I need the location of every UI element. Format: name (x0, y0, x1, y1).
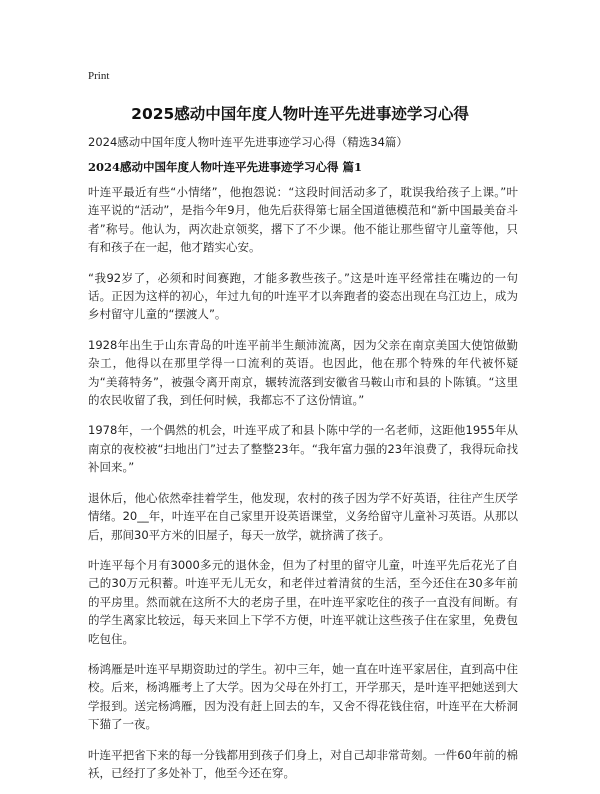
section-heading: 2024感动中国年度人物叶连平先进事迹学习心得 篇1 (88, 160, 363, 174)
print-link[interactable]: Print (88, 70, 110, 82)
paragraph: 1928年出生于山东青岛的叶连平前半生颠沛流离，因为父亲在南京美国大使馆做勤杂工，他得以在那里学得一口流利的英语。也因此，他在那个特殊的年代被怀疑为“美蒋特务”，被强令离开南京，辗转流落到安徽省马鞍山市和县的卜陈镇。“这里的农民收留了我，到任何时候，我都忘不了这份情谊。” (88, 337, 518, 408)
paragraph: “我92岁了，必须和时间赛跑，才能多教些孩子。”这是叶连平经常挂在嘴边的一句话。正因为这样的初心，年过九旬的叶连平才以奔跑者的姿态出现在乌江边上，成为乡村留守儿童的“摆渡人”。 (88, 270, 518, 322)
paragraph: 1978年，一个偶然的机会，叶连平成了和县卜陈中学的一名老师，这距他1955年从南京的夜校被“扫地出门”过去了整整23年。“我年富力强的23年浪费了，我得玩命找补回来。” (88, 423, 518, 475)
document-subtitle: 2024感动中国年度人物叶连平先进事迹学习心得（精选34篇） (88, 135, 408, 149)
paragraph: 叶连平把省下来的每一分钱都用到孩子们身上，对自己却非常苛刻。一件60年前的棉袄，已经打了多处补丁，他至今还在穿。 (88, 747, 518, 780)
paragraph: 叶连平每个月有3000多元的退休金，但为了村里的留守儿童，叶连平先后花光了自己的30万元积蓄。叶连平无儿无女，和老伴过着清贫的生活，至今还住在30多年前的平房里。然而就在这所不大的老房子里，在叶连平家吃住的孩子一直没有间断。有的学生离家比较远，每天来回上下学不方便，叶连平就让这些孩子住在家里，免费包吃包住。 (88, 557, 518, 646)
page-title: 2025感动中国年度人物叶连平先进事迹学习心得 (131, 105, 469, 123)
paragraph: 杨鸿雁是叶连平早期资助过的学生。初中三年，她一直在叶连平家居住，直到高中住校。后来，杨鸿雁考上了大学。因为父母在外打工，开学那天，是叶连平把她送到大学报到。送完杨鸿雁，因为没有赶上回去的车，又舍不得花钱住宿，叶连平在大桥洞下猫了一夜。 (88, 661, 518, 732)
paragraph: 退休后，他心依然牵挂着学生，他发现，农村的孩子因为学不好英语，往往产生厌学情绪。20__年，叶连平在自己家里开设英语课堂，义务给留守儿童补习英语。从那以后，那间30平方米的旧屋子，每天一放学，就挤满了孩子。 (88, 490, 518, 542)
article-body (88, 183, 518, 794)
paragraph: 叶连平最近有些“小情绪”，他抱怨说：“这段时间活动多了，耽误我给孩子上课。”叶连平说的“活动”，是指今年9月，他先后获得第七届全国道德模范和“新中国最美奋斗者”称号。他认为，两次赴京领奖，撂下了不少课。他不能让那些留守儿童等他，只有和孩子在一起，他才踏实心安。 (88, 185, 518, 255)
